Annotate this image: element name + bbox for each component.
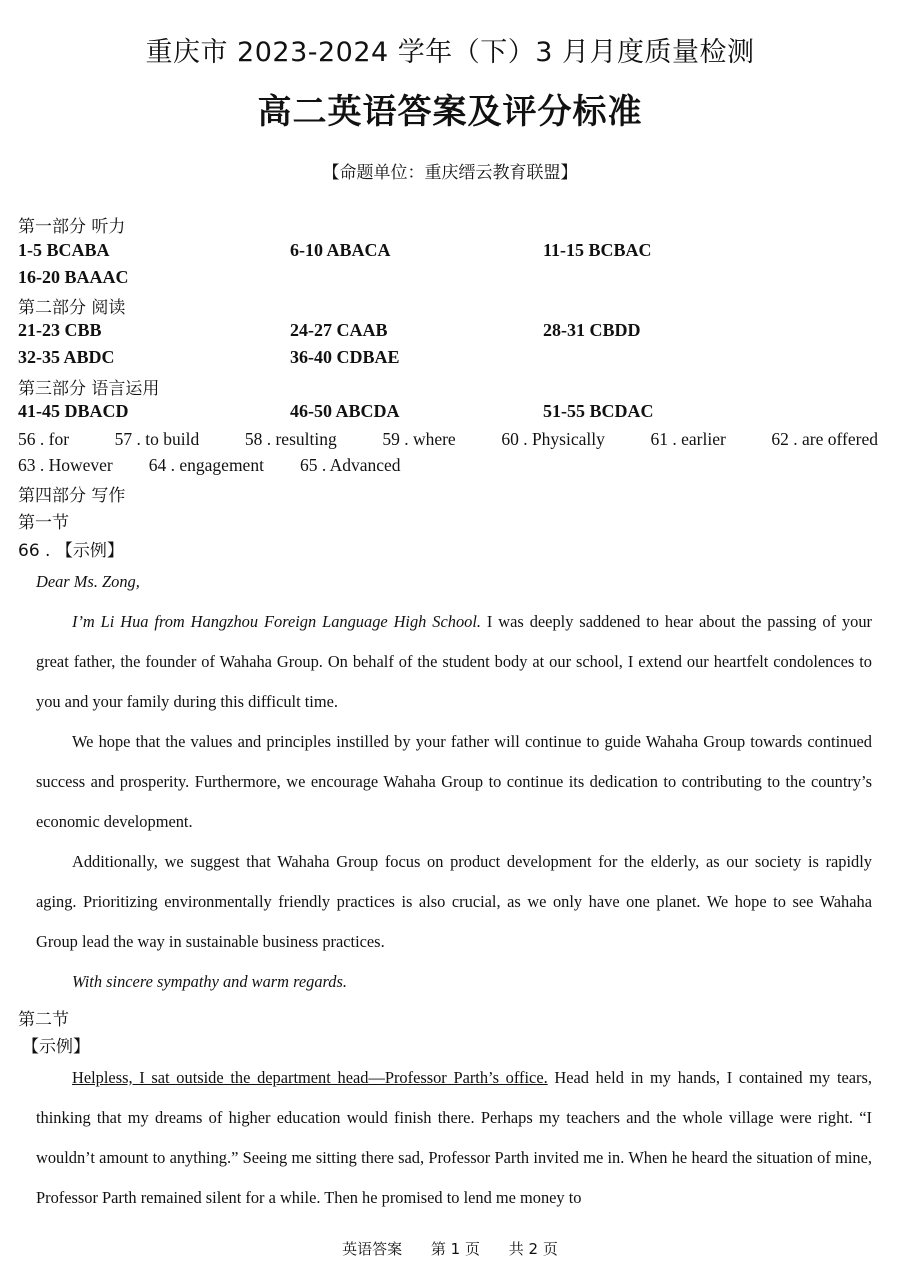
part4-heading: 第四部分 写作: [18, 486, 126, 506]
answer-1-5: 1-5 BCABA: [18, 240, 110, 260]
section2-heading: 第二节: [18, 1010, 69, 1030]
example-label: 【示例】: [22, 1037, 90, 1057]
answer-41-45: 41-45 DBACD: [18, 401, 129, 421]
page-footer: [0, 1238, 900, 1259]
footer-page-number: 第 1 页: [430, 1240, 480, 1258]
answer-16-20: 16-20 BAAAC: [18, 267, 129, 287]
blank-57: 57 . to build: [114, 429, 200, 449]
part1-heading: 第一部分 听力: [18, 217, 126, 237]
answer-28-31: 28-31 CBDD: [543, 320, 641, 340]
answer-36-40: 36-40 CDBAE: [290, 347, 400, 367]
answer-key-title: 高二英语答案及评分标准: [257, 92, 643, 132]
section1-heading: 第一节: [18, 513, 69, 533]
letter-paragraph-1: [36, 602, 872, 722]
letter-salutation: Dear Ms. Zong,: [36, 572, 140, 591]
letter-paragraph-2: We hope that the values and principles instilled by your father will continue to guide Wahaha Group towards continued success and prosperity. Furthermore, we encourage Wahaha Group to continue its dedication to contributing to the country’s economic development.: [36, 732, 872, 831]
blank-answers-row-2: [18, 455, 401, 476]
sample-letter: [36, 562, 872, 1002]
blank-65: 65 . Advanced: [299, 455, 401, 475]
letter-closing: With sincere sympathy and warm regards.: [72, 972, 347, 991]
answer-51-55: 51-55 BCDAC: [543, 401, 654, 421]
issuing-unit: 【命题单位：重庆缙云教育联盟】: [322, 163, 578, 183]
footer-total-pages: 共 2 页: [508, 1240, 558, 1258]
blank-61: 61 . earlier: [650, 429, 726, 449]
answer-6-10: 6-10 ABACA: [290, 240, 391, 260]
blank-64: 64 . engagement: [148, 455, 264, 475]
footer-subject: 英语答案: [342, 1240, 403, 1258]
blank-58: 58 . resulting: [244, 429, 337, 449]
blank-63: 63 . However: [18, 455, 113, 475]
part3-heading: 第三部分 语言运用: [18, 379, 160, 399]
item-66-label: 66 . 【示例】: [18, 541, 124, 561]
letter-p1-rest: I was deeply saddened to hear about the passing of your great father, the founder of Wahaha Group. On behalf of the student body at our school, I extend our heartfelt condolences to you and your family during this difficult time.: [36, 612, 872, 711]
answer-21-23: 21-23 CBB: [18, 320, 102, 340]
part2-heading: 第二部分 阅读: [18, 298, 126, 318]
answer-46-50: 46-50 ABCDA: [290, 401, 400, 421]
letter-intro: I’m Li Hua from Hangzhou Foreign Language High School.: [72, 612, 481, 631]
letter-paragraph-3: Additionally, we suggest that Wahaha Group focus on product development for the elderly, as our society is rapidly aging. Prioritizing environmentally friendly practices is also crucial, as we only have one planet. We hope to see Wahaha Group lead the way in sustainable business practices.: [36, 852, 872, 951]
story-paragraph: [36, 1058, 872, 1218]
sample-story: [36, 1058, 872, 1218]
answer-11-15: 11-15 BCBAC: [543, 240, 652, 260]
blank-answers-row-1: [18, 429, 878, 450]
blank-56: 56 . for: [18, 429, 70, 449]
answer-24-27: 24-27 CAAB: [290, 320, 388, 340]
blank-62: 62 . are offered: [771, 429, 878, 449]
blank-60: 60 . Physically: [501, 429, 605, 449]
exam-title: 重庆市 2023-2024 学年（下）3 月月度质量检测: [145, 37, 755, 68]
answer-32-35: 32-35 ABDC: [18, 347, 115, 367]
story-opening-sentence: Helpless, I sat outside the department head—Professor Parth’s office.: [72, 1068, 548, 1087]
blank-59: 59 . where: [382, 429, 456, 449]
story-rest: Head held in my hands, I contained my tears, thinking that my dreams of higher education would finish there. Perhaps my teachers and the whole village were right. “I wouldn’t amount to anything.” Seeing me sitting there sad, Professor Parth invited me in. When he heard the situation of mine, Professor Parth remained silent for a while. Then he promised to lend me money to: [36, 1068, 872, 1207]
